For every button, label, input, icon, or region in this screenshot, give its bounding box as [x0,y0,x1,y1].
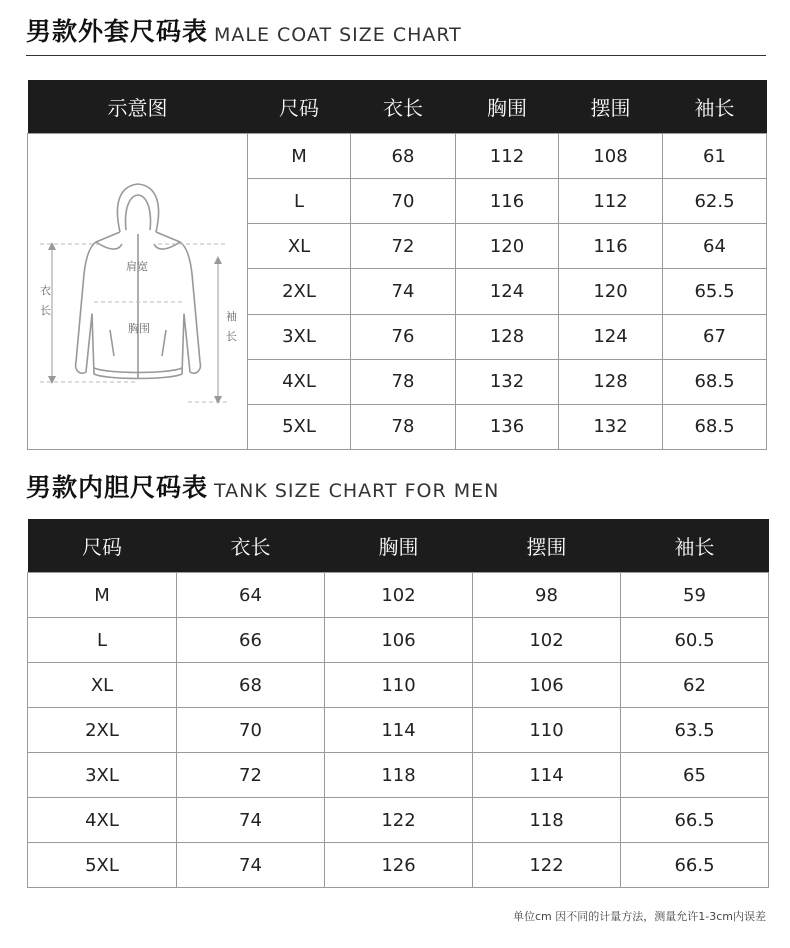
coat-cell-length: 68 [351,134,456,179]
tank-cell-sleeve: 66.5 [621,843,769,888]
coat-cell-size: L [248,179,351,224]
coat-cell-length: 78 [351,404,456,449]
tank-cell-chest: 110 [325,663,473,708]
coat-cell-size: 4XL [248,359,351,404]
length-label-2: 长 [40,304,51,317]
tank-header-row [28,519,769,573]
jacket-diagram [28,134,247,449]
tank-cell-sleeve: 66.5 [621,798,769,843]
coat-cell-chest: 136 [456,404,559,449]
coat-size-table [27,80,767,450]
tank-cell-hem: 102 [473,618,621,663]
tank-cell-length: 74 [177,798,325,843]
coat-cell-hem: 120 [559,269,663,314]
title-divider [26,55,766,56]
tank-cell-chest: 106 [325,618,473,663]
coat-cell-sleeve: 65.5 [663,269,767,314]
coat-cell-sleeve: 67 [663,314,767,359]
diagram-cell [28,134,248,450]
coat-cell-sleeve: 64 [663,224,767,269]
tank-cell-size: 2XL [28,708,177,753]
tank-cell-length: 66 [177,618,325,663]
coat-header-hem: 摆围 [559,80,663,134]
coat-cell-length: 78 [351,359,456,404]
coat-cell-sleeve: 61 [663,134,767,179]
coat-header-row [28,80,767,134]
tank-cell-hem: 98 [473,573,621,618]
coat-header-chest: 胸围 [456,80,559,134]
coat-cell-size: XL [248,224,351,269]
tank-cell-chest: 122 [325,798,473,843]
tank-cell-sleeve: 65 [621,753,769,798]
tank-cell-size: L [28,618,177,663]
tank-title-en: TANK SIZE CHART FOR MEN [214,480,500,502]
tank-header-length: 衣长 [177,519,325,573]
tank-header-chest: 胸围 [325,519,473,573]
measurement-footnote: 单位cm 因不同的计量方法，测量允许1-3cm内误差 [513,910,766,923]
coat-chart-title [26,12,462,48]
tank-cell-length: 74 [177,843,325,888]
tank-header-hem: 摆围 [473,519,621,573]
coat-title-en: MALE COAT SIZE CHART [214,24,462,46]
tank-chart-title [26,468,499,504]
coat-cell-hem: 116 [559,224,663,269]
chest-label: 胸围 [128,322,150,335]
coat-cell-chest: 120 [456,224,559,269]
tank-cell-hem: 106 [473,663,621,708]
table-row [28,753,769,798]
tank-cell-hem: 118 [473,798,621,843]
coat-cell-sleeve: 62.5 [663,179,767,224]
tank-cell-chest: 114 [325,708,473,753]
tank-cell-size: M [28,573,177,618]
coat-cell-length: 76 [351,314,456,359]
coat-header-diagram: 示意图 [28,80,248,134]
tank-size-table [27,519,769,888]
sleeve-label-2: 长 [226,330,237,343]
table-row [28,618,769,663]
coat-cell-hem: 132 [559,404,663,449]
coat-cell-size: 5XL [248,404,351,449]
coat-cell-hem: 108 [559,134,663,179]
coat-header-sleeve: 袖长 [663,80,767,134]
tank-cell-chest: 118 [325,753,473,798]
coat-cell-hem: 128 [559,359,663,404]
table-row [28,843,769,888]
coat-cell-chest: 112 [456,134,559,179]
coat-cell-hem: 112 [559,179,663,224]
coat-cell-size: M [248,134,351,179]
coat-cell-size: 2XL [248,269,351,314]
table-row [28,663,769,708]
table-row [28,573,769,618]
tank-cell-hem: 110 [473,708,621,753]
coat-header-length: 衣长 [351,80,456,134]
tank-cell-size: XL [28,663,177,708]
tank-header-sleeve: 袖长 [621,519,769,573]
coat-cell-sleeve: 68.5 [663,359,767,404]
table-row [28,134,767,179]
tank-header-size: 尺码 [28,519,177,573]
sleeve-label-1: 袖 [226,310,237,323]
coat-cell-length: 72 [351,224,456,269]
tank-cell-chest: 126 [325,843,473,888]
tank-cell-length: 64 [177,573,325,618]
shoulder-label: 肩宽 [126,260,148,273]
coat-cell-length: 70 [351,179,456,224]
coat-cell-sleeve: 68.5 [663,404,767,449]
coat-cell-length: 74 [351,269,456,314]
table-row [28,798,769,843]
jacket-sketch-icon [28,134,246,449]
coat-cell-size: 3XL [248,314,351,359]
tank-cell-size: 4XL [28,798,177,843]
coat-header-size: 尺码 [248,80,351,134]
tank-cell-sleeve: 63.5 [621,708,769,753]
tank-cell-sleeve: 59 [621,573,769,618]
tank-cell-hem: 114 [473,753,621,798]
coat-cell-chest: 132 [456,359,559,404]
coat-title-cn: 男款外套尺码表 [26,17,209,46]
coat-cell-chest: 116 [456,179,559,224]
tank-cell-chest: 102 [325,573,473,618]
tank-cell-sleeve: 60.5 [621,618,769,663]
tank-cell-length: 68 [177,663,325,708]
tank-cell-length: 72 [177,753,325,798]
tank-cell-sleeve: 62 [621,663,769,708]
coat-cell-hem: 124 [559,314,663,359]
tank-title-cn: 男款内胆尺码表 [26,473,209,502]
tank-cell-length: 70 [177,708,325,753]
coat-cell-chest: 124 [456,269,559,314]
tank-cell-size: 5XL [28,843,177,888]
tank-cell-hem: 122 [473,843,621,888]
coat-cell-chest: 128 [456,314,559,359]
table-row [28,708,769,753]
length-label-1: 衣 [40,284,51,297]
tank-cell-size: 3XL [28,753,177,798]
